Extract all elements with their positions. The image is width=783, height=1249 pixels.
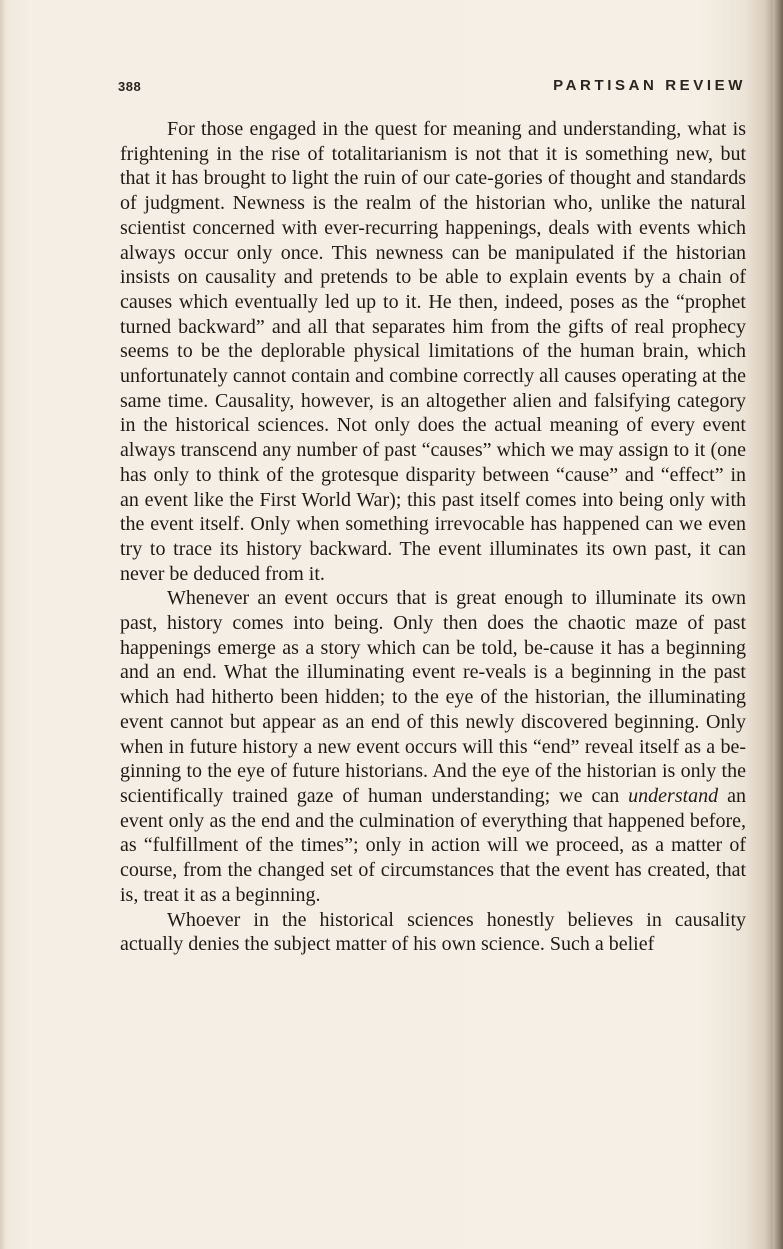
paragraph-2-text-after: an event only as the end and the culmination of everything that happened before, as “fulfillment of the times”; only in action will we proceed, as a matter of course, from the changed set of circumstances that the event has created, that is, treat it as a beginning. — [120, 784, 746, 906]
article-body — [120, 117, 746, 957]
page-gutter-shadow — [0, 0, 6, 1249]
paragraph-1: For those engaged in the quest for meaning and understanding, what is frightening in the rise of totalitarianism is not that it is something new, but that it has brought to light the ruin of our cate-gories of thought and standards of judgment. Newness is the realm of the historian who, unlike the natural scientist concerned with ever-recurring happenings, deals with events which always occur only once. This newness can be manipulated if the historian insists on causality and pretends to be able to explain events by a chain of causes which eventually led up to it. He then, indeed, poses as the “prophet turned backward” and all that separates him from the gifts of real prophecy seems to be the deplorable physical limitations of the human brain, which unfortunately cannot contain and combine correctly all causes operating at the same time. Causality, however, is an altogether alien and falsifying category in the historical sciences. Not only does the actual meaning of every event always transcend any number of past “causes” which we may assign to it (one has only to think of the grotesque disparity between “cause” and “effect” in an event like the First World War); this past itself comes into being only with the event itself. Only when something irrevocable has happened can we even try to trace its history backward. The event illuminates its own past, it can never be deduced from it. — [120, 118, 746, 585]
paragraph-2 — [120, 586, 746, 907]
page-edge-shadow — [773, 0, 783, 1249]
paragraph-2-text-before: Whenever an event occurs that is great enough to illuminate its own past, history comes into being. Only then does the chaotic maze of past happenings emerge as a story which can be told, be-cause it has a beginning and an end. What the illuminating event re-veals is a beginning in the past which had hitherto been hidden; to the eye of the historian, the illuminating event cannot but appear as an end of this newly discovered beginning. Only when in future history a new event occurs will this “end” reveal itself as a be-ginning to the eye of future historians. And the eye of the historian is only the scientifically trained gaze of human understanding; we can — [120, 587, 746, 807]
running-head — [118, 74, 746, 100]
journal-title: PARTISAN REVIEW — [553, 77, 746, 94]
paragraph-2-italic-word: understand — [628, 784, 719, 807]
page-number: 388 — [118, 79, 142, 94]
paragraph-3: Whoever in the historical sciences honestly believes in causality actually denies the subject matter of his own science. Such a belief — [120, 908, 746, 956]
